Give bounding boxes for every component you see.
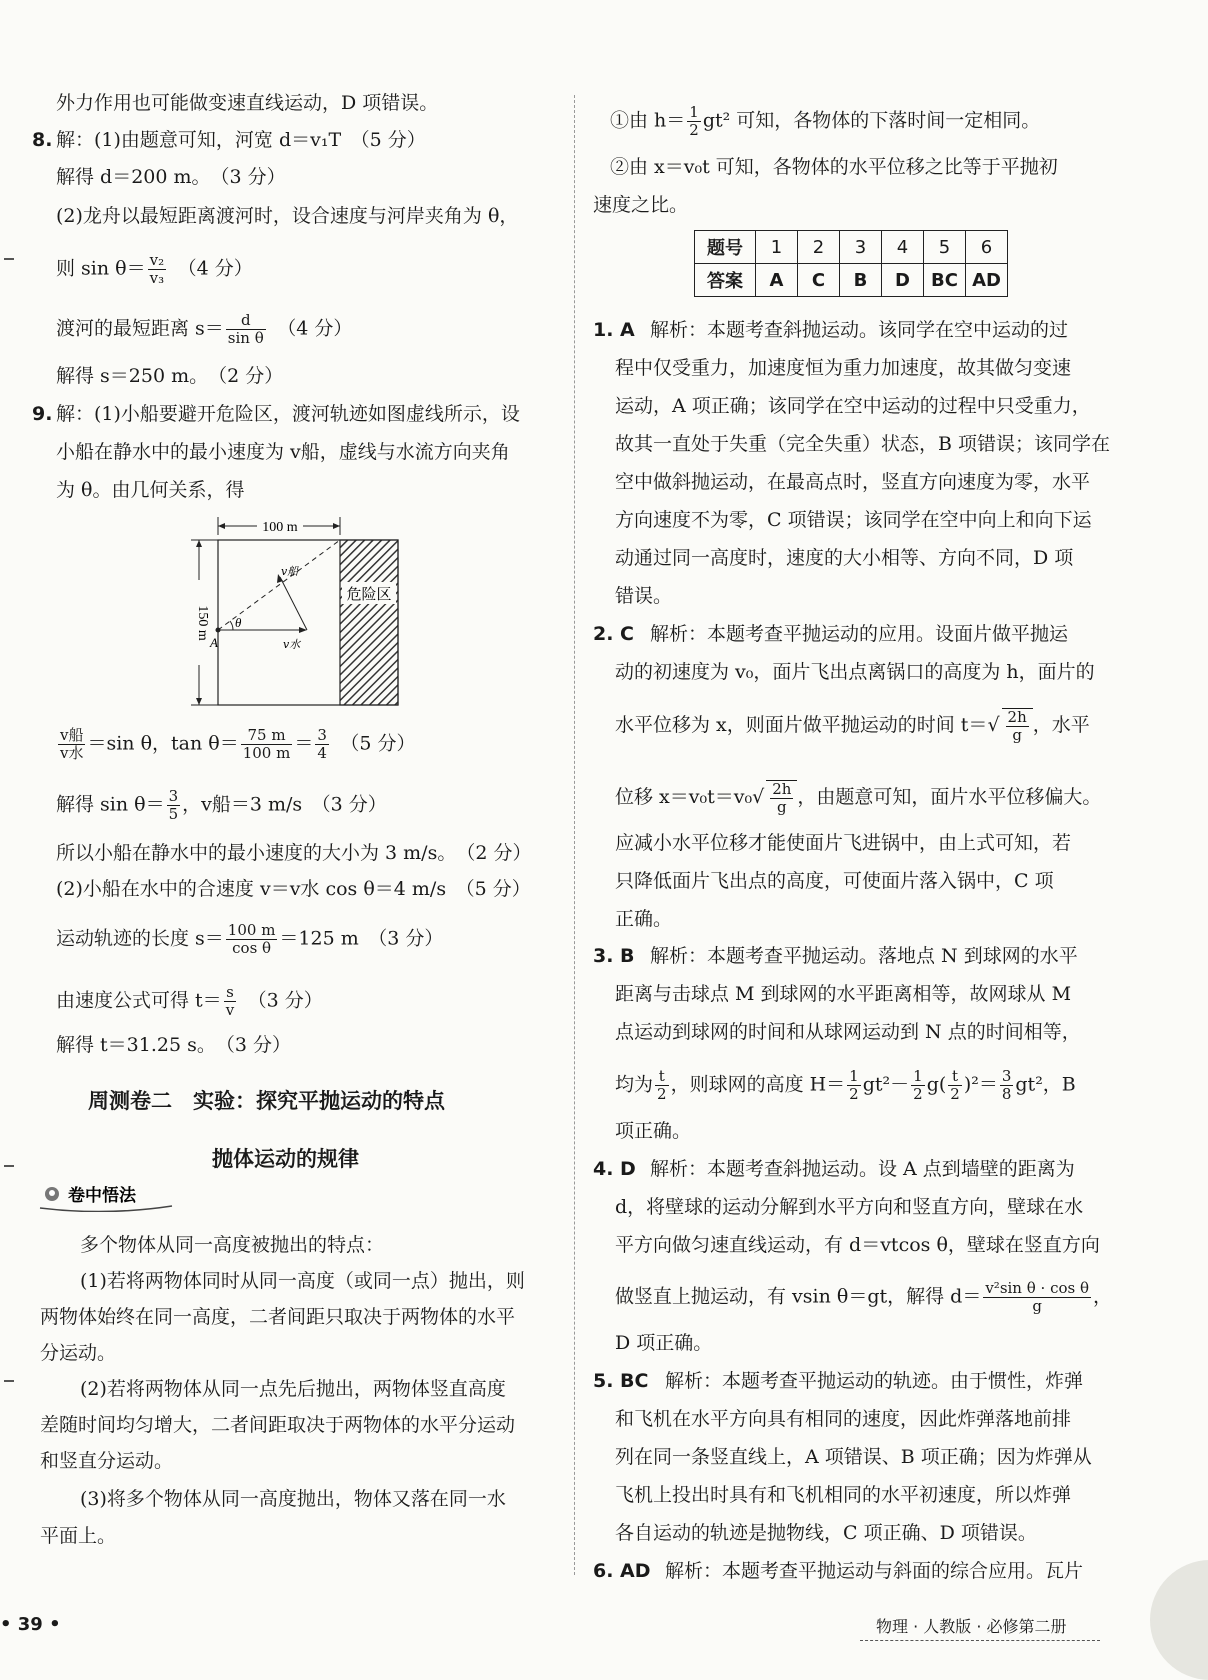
- fraction: [58, 727, 85, 762]
- answer-number: 5. BC: [593, 1370, 649, 1392]
- fraction: [983, 1280, 1091, 1315]
- formula-text: gt²－: [862, 1073, 910, 1096]
- text-line: 解得 s＝250 m。 （2 分）: [56, 365, 284, 387]
- formula-text: 运动轨迹的长度 s＝: [56, 927, 224, 950]
- formula-text: 做竖直上抛运动，有 vsin θ＝gt，解得 d＝: [615, 1285, 982, 1308]
- point-label: A: [210, 635, 218, 650]
- text-line: (2)小船在水中的合速度 v＝v水 cos θ＝4 m/s （5 分）: [56, 878, 531, 900]
- question-number: 9.: [32, 403, 53, 425]
- fraction: [770, 781, 793, 816]
- formula-line: 水平位移为 x，则面片做平抛运动的时间 t＝√ $\frac{2h}{g}$ ，水平: [615, 708, 1090, 744]
- text-line: (3)将多个物体从同一高度抛出，物体又落在同一水: [80, 1488, 506, 1510]
- text-line: 点运动到球网的时间和从球网运动到 N 点的时间相等，: [615, 1021, 1081, 1043]
- text-line: 解析：本题考查平抛运动的轨迹。由于惯性，炸弹: [665, 1370, 1084, 1392]
- section-subtitle: 抛体运动的规律: [212, 1147, 359, 1171]
- text-line: 动的初速度为 v₀，面片飞出点离锅口的高度为 h，面片的: [615, 661, 1095, 683]
- denominator: 2: [913, 1085, 923, 1103]
- formula-text: ，: [1093, 1285, 1113, 1308]
- fraction: [315, 727, 329, 762]
- denominator: cos θ: [232, 939, 272, 957]
- denominator: v水: [60, 744, 84, 762]
- table-cell: AD: [966, 264, 1008, 297]
- question-number: 8.: [32, 129, 53, 151]
- formula-line: [56, 727, 416, 762]
- text-line: D 项正确。: [615, 1332, 713, 1354]
- corner-decoration: [1150, 1560, 1208, 1680]
- formula-text: gt² 可知，各物体的下落时间一定相同。: [702, 109, 1041, 132]
- fraction: [241, 727, 293, 762]
- text-line: 解析：本题考查平抛运动与斜面的综合应用。瓦片: [665, 1560, 1084, 1582]
- numerator: v船: [60, 726, 84, 744]
- table-cell: 6: [966, 231, 1008, 264]
- denominator: 2: [849, 1085, 859, 1103]
- text-line: 距离与击球点 M 到球网的水平距离相等，故网球从 M: [615, 983, 1072, 1005]
- score-note: （3 分）: [238, 989, 323, 1012]
- formula-text: 解得 sin θ＝: [56, 793, 165, 816]
- formula-text: 渡河的最短距离 s＝: [56, 317, 224, 340]
- fraction: [911, 1068, 925, 1103]
- numerator: s: [224, 984, 236, 1002]
- formula-text: ①由 h＝: [610, 109, 686, 132]
- table-cell: C: [798, 264, 840, 297]
- edge-mark: [4, 1165, 14, 1167]
- text-line: 平面上。: [40, 1525, 117, 1547]
- answer-number: 2. C: [593, 623, 634, 645]
- fraction: [687, 104, 701, 139]
- formula-line: [615, 1280, 1112, 1315]
- formula-text: g(: [926, 1073, 947, 1096]
- score-note: （4 分）: [168, 257, 253, 280]
- text-line: 解：(1)小船要避开危险区，渡河轨迹如图虚线所示，设: [56, 403, 520, 425]
- text-line: 故其一直处于失重（完全失重）状态，B 项错误；该同学在: [615, 433, 1111, 455]
- text-line: ②由 x＝v₀t 可知，各物体的水平位移之比等于平抛初: [610, 156, 1058, 178]
- numerator: 3: [1001, 1067, 1012, 1085]
- text-line: (1)若将两物体同时从同一高度（或同一点）抛出，则: [80, 1270, 525, 1292]
- formula-text: 均为: [615, 1073, 654, 1096]
- formula-text: )²＝: [963, 1073, 998, 1096]
- edge-mark: [4, 258, 14, 260]
- column-divider: [574, 95, 575, 1575]
- formula-line: [56, 788, 387, 823]
- table-cell: BC: [924, 264, 966, 297]
- text-line: 解得 d＝200 m。 （3 分）: [56, 166, 286, 188]
- numerator: 2h: [1007, 708, 1027, 726]
- text-line: 飞机上投出时具有和飞机相同的水平初速度，所以炸弹: [615, 1484, 1072, 1506]
- denominator: v: [225, 1001, 235, 1019]
- v-water-label: v水: [283, 638, 301, 651]
- text-line: (2)龙舟以最短距离渡河时，设合速度与河岸夹角为 θ，: [56, 205, 519, 227]
- numerator: 3: [168, 787, 179, 805]
- denominator: 5: [168, 805, 179, 823]
- fraction: [1006, 709, 1029, 744]
- text-line: 多个物体从同一高度被抛出的特点：: [80, 1234, 385, 1256]
- table-cell: B: [840, 264, 882, 297]
- theta-label: θ: [235, 615, 242, 630]
- text-line: 外力作用也可能做变速直线运动，D 项错误。: [56, 92, 439, 114]
- numerator: 1: [913, 1067, 923, 1085]
- text-line: 解：(1)由题意可知，河宽 d＝v₁T （5 分）: [56, 129, 426, 151]
- method-badge: [36, 1182, 176, 1212]
- text-line: 解析：本题考查平抛运动。落地点 N 到球网的水平: [650, 945, 1078, 967]
- text-line: 方向速度不为零，C 项错误；该同学在空中向上和向下运: [615, 509, 1092, 531]
- formula-line: [56, 984, 323, 1019]
- text-line: 运动，A 项正确；该同学在空中运动的过程中只受重力，: [615, 395, 1091, 417]
- text-line: 错误。: [615, 585, 673, 607]
- formula-line: [56, 252, 253, 287]
- sqrt: [1002, 708, 1033, 744]
- score-note: （5 分）: [330, 732, 416, 755]
- book-info: 物理 · 人教版 · 必修第二册: [876, 1617, 1067, 1636]
- denominator: 100 m: [242, 744, 291, 762]
- numerator: 1: [849, 1067, 859, 1085]
- text-line: 差随时间均匀增大，二者间距取决于两物体的水平分运动: [40, 1414, 516, 1436]
- denominator: g: [777, 798, 787, 816]
- formula-text: ＝: [294, 732, 314, 755]
- denominator: 4: [317, 744, 327, 762]
- answer-number: 3. B: [593, 945, 635, 967]
- fraction: [167, 788, 181, 823]
- fraction: [847, 1068, 861, 1103]
- numerator: t: [655, 1068, 669, 1086]
- denominator: 2: [950, 1085, 960, 1103]
- danger-zone: [340, 540, 398, 705]
- text-line: 和飞机在水平方向具有相同的速度，因此炸弹落地前排: [615, 1408, 1072, 1430]
- fraction: [655, 1068, 669, 1103]
- footer-line: [860, 1640, 1100, 1641]
- numerator: t: [948, 1068, 962, 1086]
- text-line: 速度之比。: [593, 194, 689, 216]
- fraction: [226, 922, 278, 957]
- text-line: 应减小水平位移才能使面片飞进锅中，由上式可知，若: [615, 832, 1072, 854]
- fraction: [226, 312, 266, 347]
- text-line: 只降低面片飞出点的高度，可使面片落入锅中，C 项: [615, 870, 1054, 892]
- table-cell: D: [882, 264, 924, 297]
- numerator: 1: [689, 103, 699, 121]
- danger-label: 危险区: [346, 585, 392, 603]
- header-number: 题号: [695, 231, 756, 264]
- table-cell: A: [756, 264, 798, 297]
- answer-table: [694, 230, 1008, 297]
- text-line: 解析：本题考查斜抛运动。设 A 点到墙壁的距离为: [650, 1158, 1075, 1180]
- formula-line: 位移 x＝v₀t＝v₀√ $\frac{2h}{g}$ ，由题意可知，面片水平位移偏大。: [615, 780, 1102, 816]
- text-line: 平方向做匀速直线运动，有 d＝vtcos θ，壁球在竖直方向: [615, 1234, 1100, 1256]
- text-line: 解得 t＝31.25 s。 （3 分）: [56, 1034, 291, 1056]
- formula-line: [56, 922, 443, 957]
- denominator: sin θ: [227, 329, 264, 347]
- table-cell: 3: [840, 231, 882, 264]
- score-note: （4 分）: [267, 317, 353, 340]
- page-number: • 39 •: [0, 1614, 61, 1635]
- text-line: 各自运动的轨迹是抛物线，C 项正确、D 项错误。: [615, 1522, 1037, 1544]
- answer-number: 6. AD: [593, 1560, 651, 1582]
- formula-text: gt²，B: [1015, 1073, 1076, 1096]
- fraction: [148, 252, 167, 287]
- formula-text: 则 sin θ＝: [56, 257, 146, 280]
- formula-text: ＝sin θ，tan θ＝: [87, 732, 239, 755]
- header-answer: 答案: [695, 264, 756, 297]
- text-line: d，将壁球的运动分解到水平方向和竖直方向，壁球在水: [615, 1196, 1084, 1218]
- formula-text: ，由题意可知，面片水平位移偏大。: [797, 786, 1102, 808]
- section-title: 周测卷二 实验：探究平抛运动的特点: [88, 1089, 445, 1113]
- denominator: 8: [1001, 1085, 1012, 1103]
- numerator: 2h: [772, 780, 792, 798]
- sqrt: [766, 780, 797, 816]
- text-line: 正确。: [615, 908, 673, 930]
- answer-number: 1. A: [593, 319, 635, 341]
- numerator: 75 m: [241, 727, 293, 745]
- fraction: [948, 1068, 962, 1103]
- denominator: v₃: [149, 269, 165, 287]
- denominator: g: [1032, 1297, 1042, 1315]
- height-label: 150 m: [195, 605, 210, 641]
- text-line: 空中做斜抛运动，在最高点时，竖直方向速度为零，水平: [615, 471, 1091, 493]
- formula-text: 位移 x＝v₀t＝v₀: [615, 786, 753, 808]
- formula-line: [610, 104, 1040, 139]
- text-line: 所以小船在静水中的最小速度的大小为 3 m/s。 （2 分）: [56, 842, 532, 864]
- fraction: [224, 984, 236, 1019]
- width-label: 100 m: [262, 520, 298, 535]
- formula-text: ，v船＝3 m/s （3 分）: [182, 793, 387, 816]
- numerator: 3: [317, 726, 327, 744]
- text-line: 两物体始终在同一高度，二者间距只取决于两物体的水平: [40, 1306, 516, 1328]
- text-line: 解析：本题考查斜抛运动。该同学在空中运动的过: [650, 319, 1069, 341]
- table-cell: 4: [882, 231, 924, 264]
- numerator: d: [226, 312, 266, 330]
- formula-text: ，水平: [1032, 714, 1090, 736]
- numerator: v₂: [149, 251, 165, 269]
- denominator: 2: [657, 1085, 667, 1103]
- formula-line: [615, 1068, 1076, 1103]
- formula-text: 水平位移为 x，则面片做平抛运动的时间 t＝: [615, 714, 988, 736]
- text-line: 小船在静水中的最小速度为 v船，虚线与水流方向夹角: [56, 441, 510, 463]
- denominator: g: [1012, 726, 1022, 744]
- answer-number: 4. D: [593, 1158, 636, 1180]
- formula-text: ，则球网的高度 H＝: [670, 1073, 846, 1096]
- denominator: 2: [689, 121, 699, 139]
- formula-text: ＝125 m （3 分）: [279, 927, 444, 950]
- badge-label: 卷中悟法: [68, 1186, 136, 1206]
- text-line: 和竖直分运动。: [40, 1450, 174, 1472]
- text-line: (2)若将两物体从同一点先后抛出，两物体竖直高度: [80, 1378, 506, 1400]
- text-line: 程中仅受重力，加速度恒为重力加速度，故其做匀变速: [615, 357, 1072, 379]
- numerator: 100 m: [227, 921, 276, 939]
- v-boat-label: v船: [281, 565, 299, 578]
- edge-mark: [4, 1380, 14, 1382]
- table-cell: 1: [756, 231, 798, 264]
- fraction: [1000, 1068, 1014, 1103]
- table-cell: 2: [798, 231, 840, 264]
- text-line: 为 θ。由几何关系，得: [56, 479, 245, 501]
- text-line: 列在同一条竖直线上，A 项错误、B 项正确；因为炸弹从: [615, 1446, 1092, 1468]
- formula-text: 由速度公式可得 t＝: [56, 989, 222, 1012]
- river-diagram: [185, 515, 410, 710]
- text-line: 解析：本题考查平抛运动的应用。设面片做平抛运: [650, 623, 1069, 645]
- formula-line: [56, 312, 352, 347]
- text-line: 动通过同一高度时，速度的大小相等、方向不同，D 项: [615, 547, 1074, 569]
- numerator: v²sin θ · cos θ: [985, 1279, 1090, 1297]
- table-cell: 5: [924, 231, 966, 264]
- text-line: 分运动。: [40, 1342, 117, 1364]
- text-line: 项正确。: [615, 1120, 692, 1142]
